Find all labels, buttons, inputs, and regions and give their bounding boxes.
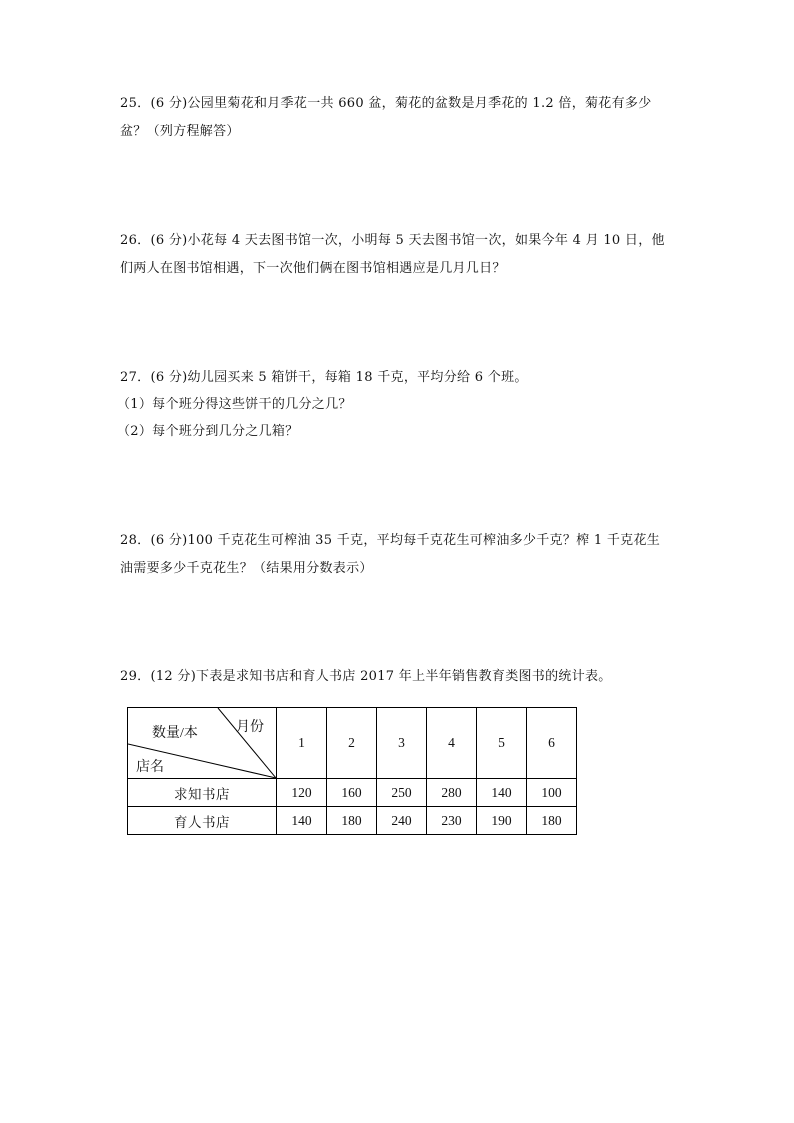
q28-line-1: 28．(6 分)100 千克花生可榨油 35 千克，平均每千克花生可榨油多少千克？榨 1 千克花生 [120, 533, 661, 548]
table-cell: 280 [427, 779, 477, 807]
month-header: 3 [377, 708, 427, 779]
table-cell: 230 [427, 807, 477, 835]
table-cell: 160 [327, 779, 377, 807]
q27-line-1: 27．(6 分)幼儿园买来 5 箱饼干，每箱 18 千克，平均分给 6 个班。 [120, 370, 528, 385]
corner-month-label: 月份 [236, 720, 264, 735]
q25-line-2: 盆？（列方程解答） [120, 124, 240, 139]
month-header: 1 [277, 708, 327, 779]
q27-subq-1: （1）每个班分得这些饼干的几分之几？ [117, 397, 352, 412]
q26-line-1: 26．(6 分)小花每 4 天去图书馆一次，小明每 5 天去图书馆一次，如果今年 4 月 10 日，他 [120, 233, 665, 248]
month-header: 5 [477, 708, 527, 779]
table-row [128, 779, 577, 807]
q27-subq-2: （2）每个班分到几分之几箱？ [117, 424, 299, 439]
table-corner-cell [128, 708, 277, 779]
store-name-cell: 育人书店 [128, 807, 277, 835]
table-cell: 120 [277, 779, 327, 807]
store-name-cell: 求知书店 [128, 779, 277, 807]
q29-line-1: 29．(12 分)下表是求知书店和育人书店 2017 年上半年销售教育类图书的统计表。 [120, 669, 612, 684]
table-cell: 240 [377, 807, 427, 835]
table-cell: 180 [527, 807, 577, 835]
table-row [128, 807, 577, 835]
corner-store-label: 店名 [136, 760, 164, 775]
q25-line-1: 25．(6 分)公园里菊花和月季花一共 660 盆，菊花的盆数是月季花的 1.2 倍，菊花有多少 [120, 96, 652, 111]
q28-line-2: 油需要多少千克花生？（结果用分数表示） [120, 561, 373, 576]
table-cell: 180 [327, 807, 377, 835]
q26-line-2: 们两人在图书馆相遇，下一次他们俩在图书馆相遇应是几月几日？ [120, 261, 506, 276]
table-cell: 140 [477, 779, 527, 807]
table-cell: 250 [377, 779, 427, 807]
bookstore-sales-table [127, 707, 577, 835]
month-header: 4 [427, 708, 477, 779]
corner-quantity-label: 数量/本 [152, 726, 198, 741]
table-cell: 100 [527, 779, 577, 807]
table-cell: 140 [277, 807, 327, 835]
month-header: 6 [527, 708, 577, 779]
table-header-row [128, 708, 577, 779]
month-header: 2 [327, 708, 377, 779]
table-cell: 190 [477, 807, 527, 835]
